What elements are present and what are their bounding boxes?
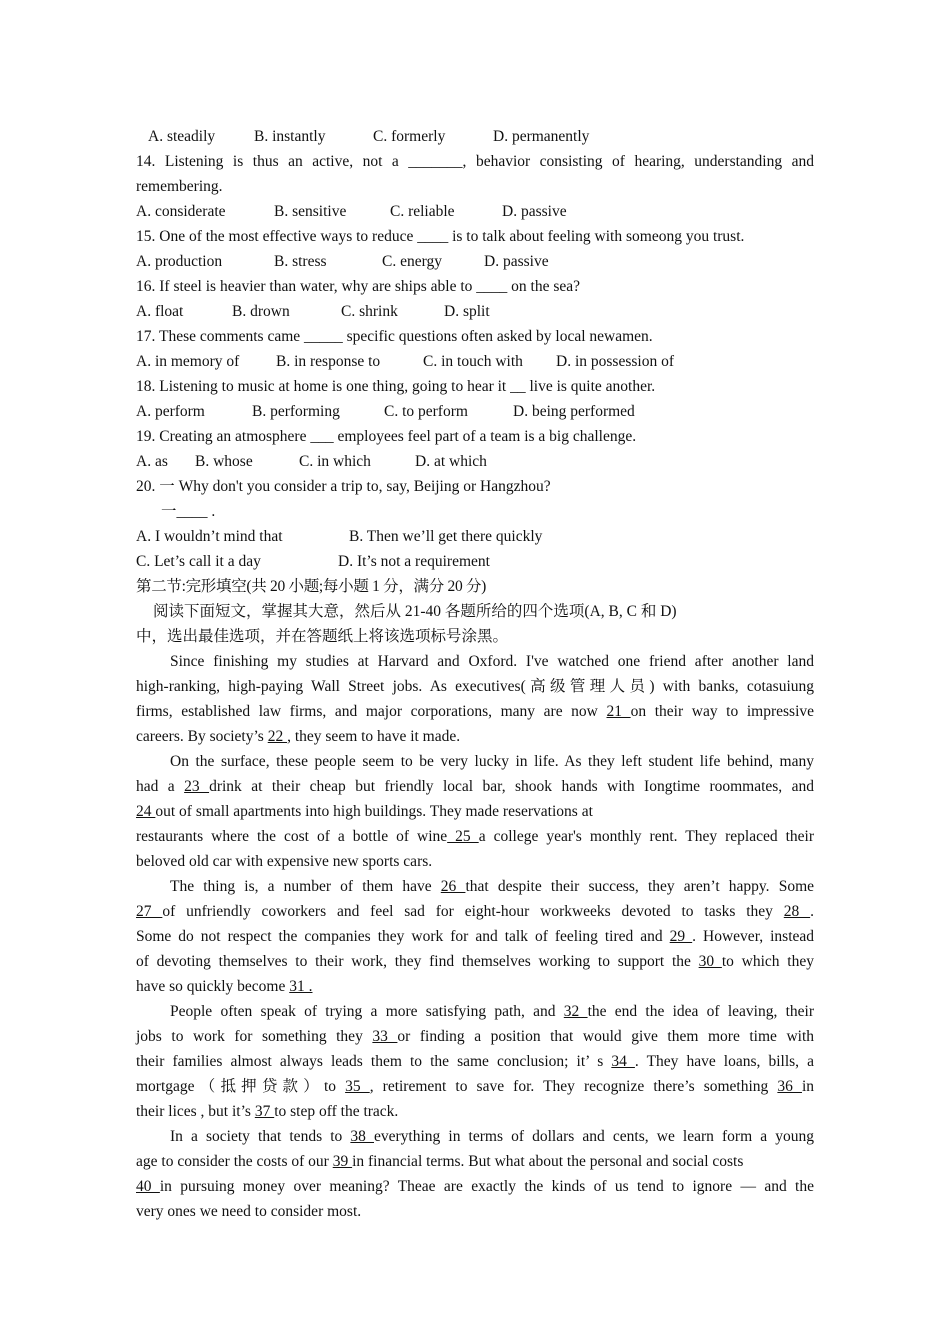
blank-32: 32	[563, 1003, 588, 1020]
q14-stem: 14. Listening is thus an active, not a _______, behavior consisting of hearing, understanding and	[136, 153, 814, 170]
blank-33: 33	[372, 1028, 398, 1045]
text-line	[136, 824, 814, 849]
text-line	[136, 1024, 814, 1049]
text-line: Since finishing my studies at Harvard and Oxford. I've watched one friend after another land	[170, 653, 814, 670]
text: everything in terms of dollars and cents, we learn form a young	[374, 1128, 814, 1145]
text: of devoting themselves to their work, they find themselves working to support the	[136, 953, 699, 970]
option-b: B. sensitive	[274, 203, 347, 220]
section-instructions-cont: 中，选出最佳选项，并在答题纸上将该选项标号涂黑。	[136, 628, 509, 645]
option-b: B. drown	[232, 303, 290, 320]
q14-options	[136, 199, 814, 224]
text-line: very ones we need to consider most.	[136, 1203, 362, 1220]
passage-paragraph-5	[136, 1124, 814, 1224]
option-c: C. in touch with	[423, 353, 523, 370]
q19-stem: 19. Creating an atmosphere ___ employees feel part of a team is a big challenge.	[136, 428, 637, 445]
text-line	[136, 1099, 814, 1124]
q17-stem: 17. These comments came _____ specific questions often asked by local newamen.	[136, 328, 653, 345]
blank-25: 25	[447, 828, 479, 845]
option-c: C. Let’s call it a day	[136, 553, 261, 570]
text: out of small apartments into high buildings. They made reservations at	[155, 803, 593, 820]
passage-paragraph-1	[136, 649, 814, 749]
option-d: D. split	[444, 303, 490, 320]
text: that despite their success, they aren’t happy. Some	[465, 878, 814, 895]
text: a college year's monthly rent. They replaced their	[478, 828, 815, 845]
blank-40: 40	[136, 1178, 160, 1195]
q13-options	[136, 124, 814, 149]
blank-22: 22	[267, 728, 288, 745]
blank-27: 27	[136, 903, 163, 920]
blank-38: 38	[350, 1128, 374, 1145]
option-d: D. It’s not a requirement	[338, 553, 490, 570]
text: The thing is, a number of them have	[170, 878, 441, 895]
text-line	[136, 1049, 814, 1074]
text: the end the idea of leaving, their	[587, 1003, 814, 1020]
text: In a society that tends to	[170, 1128, 351, 1145]
text: . However, instead	[692, 928, 815, 945]
option-d: D. passive	[502, 203, 567, 220]
option-b: B. Then we’ll get there quickly	[349, 528, 543, 545]
text: in financial terms. But what about the personal and social costs	[352, 1153, 744, 1170]
blank-28: 28	[783, 903, 811, 920]
passage-paragraph-4	[136, 999, 814, 1124]
text: Some do not respect the companies they work for and talk of feeling tired and	[136, 928, 670, 945]
text: to which they	[721, 953, 814, 970]
text-line	[136, 1174, 814, 1199]
text-line	[136, 699, 814, 724]
text: , retirement to save for. They recognize there’s something	[369, 1078, 778, 1095]
text: in pursuing money over meaning? Theae are exactly the kinds of us tend to ignore — and the	[159, 1178, 814, 1195]
text-line: beloved old car with expensive new sports cars.	[136, 853, 433, 870]
text: firms, established law firms, and major corporations, many are now	[136, 703, 607, 720]
q18-options	[136, 399, 814, 424]
passage-paragraph-2	[136, 749, 814, 874]
text: their families almost always leads them to the same conclusion; it’ s	[136, 1053, 612, 1070]
blank-24: 24	[136, 803, 156, 820]
text: restaurants where the cost of a bottle of wine	[136, 828, 448, 845]
text-line: high-ranking, high-paying Wall Street jobs. As executives(高级管理人员) with banks, cotasuiung	[136, 678, 814, 695]
blank-35: 35	[345, 1078, 370, 1095]
option-a: A. steadily	[148, 128, 216, 145]
blank-21: 21	[606, 703, 631, 720]
text-line	[136, 1149, 814, 1174]
blank-30: 30	[698, 953, 722, 970]
text-line	[136, 799, 814, 824]
text: have so quickly become	[136, 978, 290, 995]
q14-stem-cont: remembering.	[136, 178, 223, 195]
q19-options	[136, 449, 814, 474]
option-d: D. in possession of	[556, 353, 674, 370]
text: on their way to impressive	[630, 703, 815, 720]
text: in	[801, 1078, 815, 1095]
option-c: C. in which	[299, 453, 371, 470]
text: to step off the track.	[274, 1103, 399, 1120]
text-line: On the surface, these people seem to be very lucky in life. As they left student life behind, many	[170, 753, 814, 770]
q20-options-row2	[136, 549, 814, 574]
section-instructions: 阅读下面短文，掌握其大意，然后从 21-40 各题所给的四个选项(A, B, C 和 D)	[153, 603, 677, 620]
exam-page	[136, 124, 814, 1224]
option-b: B. whose	[195, 453, 253, 470]
option-c: C. shrink	[341, 303, 398, 320]
text: or finding a position that would give them more time with	[397, 1028, 815, 1045]
blank-34: 34	[611, 1053, 635, 1070]
text-line	[136, 949, 814, 974]
text: mortgage（抵押贷款）to	[136, 1078, 346, 1095]
q17-options	[136, 349, 814, 374]
blank-36: 36	[777, 1078, 802, 1095]
option-d: D. permanently	[493, 128, 590, 145]
option-c: C. reliable	[390, 203, 455, 220]
text: People often speak of trying a more satisfying path, and	[170, 1003, 564, 1020]
option-a: A. float	[136, 303, 184, 320]
q20-options-row1	[136, 524, 814, 549]
section-title: 第二节:完形填空(共 20 小题;每小题 1 分，满分 20 分)	[136, 578, 487, 595]
option-c: C. energy	[382, 253, 442, 270]
text-line	[136, 999, 814, 1024]
text-line	[136, 774, 814, 799]
q15-stem: 15. One of the most effective ways to reduce ____ is to talk about feeling with someong you trust.	[136, 228, 745, 245]
blank-39: 39	[332, 1153, 353, 1170]
text: drink at their cheap but friendly local bar, shook hands with Iongtime roommates, and	[209, 778, 814, 795]
option-c: C. to perform	[384, 403, 468, 420]
text-line	[136, 1074, 814, 1099]
option-b: B. in response to	[276, 353, 381, 370]
text-line	[136, 724, 814, 749]
text-line	[136, 899, 814, 924]
text: had a	[136, 778, 185, 795]
option-b: B. stress	[274, 253, 327, 270]
text: jobs to work for something they	[136, 1028, 373, 1045]
option-d: D. passive	[484, 253, 549, 270]
blank-23: 23	[184, 778, 210, 795]
blank-29: 29	[669, 928, 693, 945]
q20-reply: 一____ .	[161, 503, 216, 520]
q16-options	[136, 299, 814, 324]
text: , they seem to have it made.	[287, 728, 461, 745]
blank-26: 26	[440, 878, 466, 895]
q18-stem: 18. Listening to music at home is one thing, going to hear it __ live is quite another.	[136, 378, 656, 395]
text-line	[136, 974, 814, 999]
q20-stem: 20. 一 Why don't you consider a trip to, say, Beijing or Hangzhou?	[136, 478, 551, 495]
option-b: B. instantly	[254, 128, 326, 145]
option-a: A. production	[136, 253, 223, 270]
option-a: A. in memory of	[136, 353, 240, 370]
blank-37: 37	[254, 1103, 275, 1120]
text: .	[810, 903, 815, 920]
q16-stem: 16. If steel is heavier than water, why are ships able to ____ on the sea?	[136, 278, 580, 295]
option-c: C. formerly	[373, 128, 446, 145]
text-line	[136, 1124, 814, 1149]
passage-paragraph-3	[136, 874, 814, 999]
option-d: D. at which	[415, 453, 487, 470]
option-a: A. as	[136, 453, 168, 470]
blank-31: 31 .	[289, 978, 313, 995]
text: age to consider the costs of our	[136, 1153, 333, 1170]
text: their lices , but it’s	[136, 1103, 255, 1120]
option-a: A. considerate	[136, 203, 226, 220]
option-a: A. I wouldn’t mind that	[136, 528, 283, 545]
option-a: A. perform	[136, 403, 205, 420]
text-line	[136, 924, 814, 949]
q15-options	[136, 249, 814, 274]
text-line	[136, 874, 814, 899]
option-b: B. performing	[252, 403, 340, 420]
text: careers. By society’s	[136, 728, 268, 745]
text: of unfriendly coworkers and feel sad for eight-hour workweeks devoted to tasks they	[162, 903, 784, 920]
text: . They have loans, bills, a	[634, 1053, 814, 1070]
option-d: D. being performed	[513, 403, 635, 420]
